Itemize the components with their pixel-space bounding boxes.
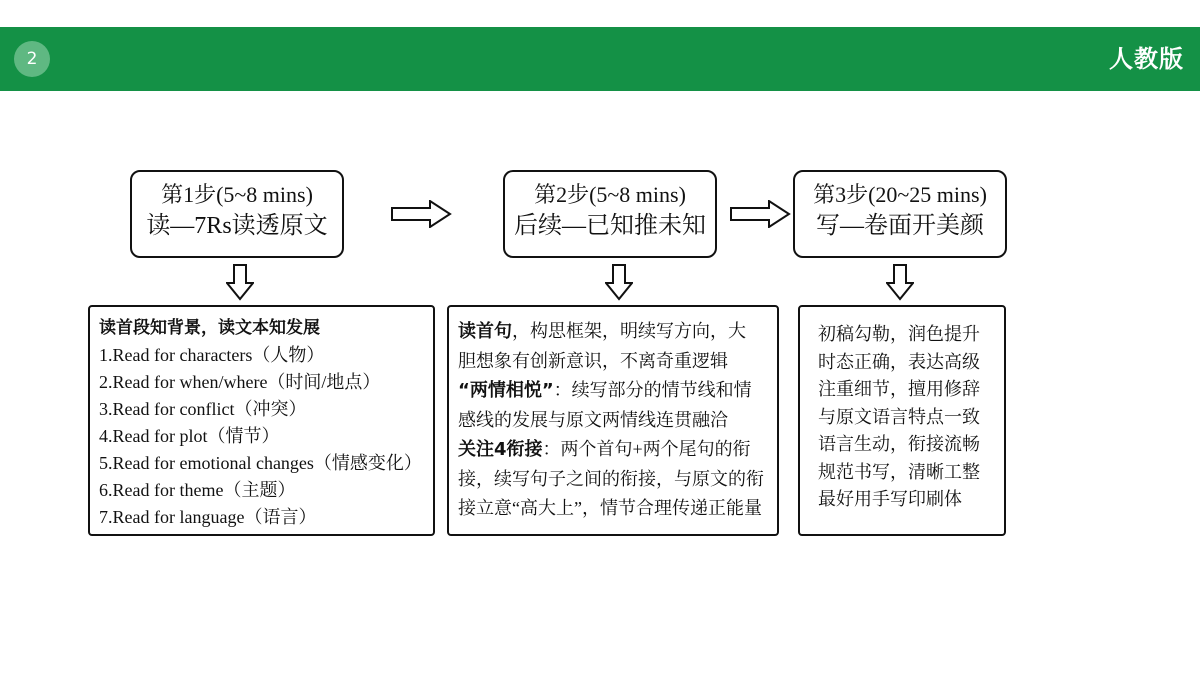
right-arrow-icon-2 (729, 200, 791, 228)
list-item: 3.Read for conflict（冲突） (99, 399, 307, 419)
detail-line: “两情相悦”：续写部分的情节线和情 (458, 380, 752, 401)
list-item: 5.Read for emotional changes（情感变化） (99, 453, 422, 473)
detail-line: 感线的发展与原文两情线连贯融洽 (458, 409, 728, 430)
list-item: 规范书写，清晰工整 (818, 461, 980, 482)
list-item: 2.Read for when/where（时间/地点） (99, 372, 381, 392)
step-1-box (130, 170, 344, 258)
list-item: 时态正确，表达高级 (818, 351, 980, 372)
detail-line: 接，续写句子之间的衔接，与原文的衔 (458, 468, 764, 489)
list-item: 1.Read for characters（人物） (99, 345, 325, 365)
two-lines-label: “两情相悦” (458, 380, 554, 401)
step-1-details-title: 读首段知背景，读文本知发展 (99, 318, 320, 338)
list-item: 注重细节，擅用修辞 (818, 379, 980, 399)
step-2-box (503, 170, 717, 258)
page-number-badge: 2 (14, 41, 50, 77)
step-3-box (793, 170, 1007, 258)
list-item: 7.Read for language（语言） (99, 507, 317, 527)
step-1-details-box (88, 305, 435, 536)
step-1-subtitle: 读—7Rs读透原文 (146, 213, 328, 239)
step-3-details-box (798, 305, 1006, 536)
down-arrow-icon-2 (605, 263, 633, 301)
right-arrow-icon-1 (390, 200, 452, 228)
header-bar (0, 27, 1200, 91)
step-2-details-box (447, 305, 779, 536)
brand-label: 人教版 (1109, 44, 1184, 73)
step-3-subtitle: 写—卷面开美颜 (816, 213, 984, 239)
list-item: 6.Read for theme（主题） (99, 480, 296, 500)
list-item: 初稿勾勒，润色提升 (818, 324, 980, 344)
list-item: 与原文语言特点一致 (818, 406, 980, 427)
step-2-title: 第2步(5~8 mins) (534, 182, 686, 207)
step-3-title: 第3步(20~25 mins) (813, 182, 987, 207)
step-2-subtitle: 后续—已知推未知 (514, 213, 706, 239)
first-sentence-label: 读首句 (458, 321, 512, 342)
list-item: 语言生动，衔接流畅 (818, 434, 980, 454)
detail-line: 接立意“高大上”，情节合理传递正能量 (458, 498, 762, 518)
four-connections-label: 关注4衔接 (458, 439, 543, 460)
down-arrow-icon-3 (886, 263, 914, 301)
detail-line: 胆想象有创新意识，不离奇重逻辑 (458, 350, 728, 371)
step-1-title: 第1步(5~8 mins) (161, 182, 313, 207)
down-arrow-icon-1 (226, 263, 254, 301)
list-item: 4.Read for plot（情节） (99, 426, 280, 446)
detail-line: 读首句，构思框架，明续写方向，大 (458, 321, 746, 342)
list-item: 最好用手写印刷体 (818, 489, 962, 509)
detail-line: 关注4衔接：两个首句+两个尾句的衔 (458, 439, 751, 460)
